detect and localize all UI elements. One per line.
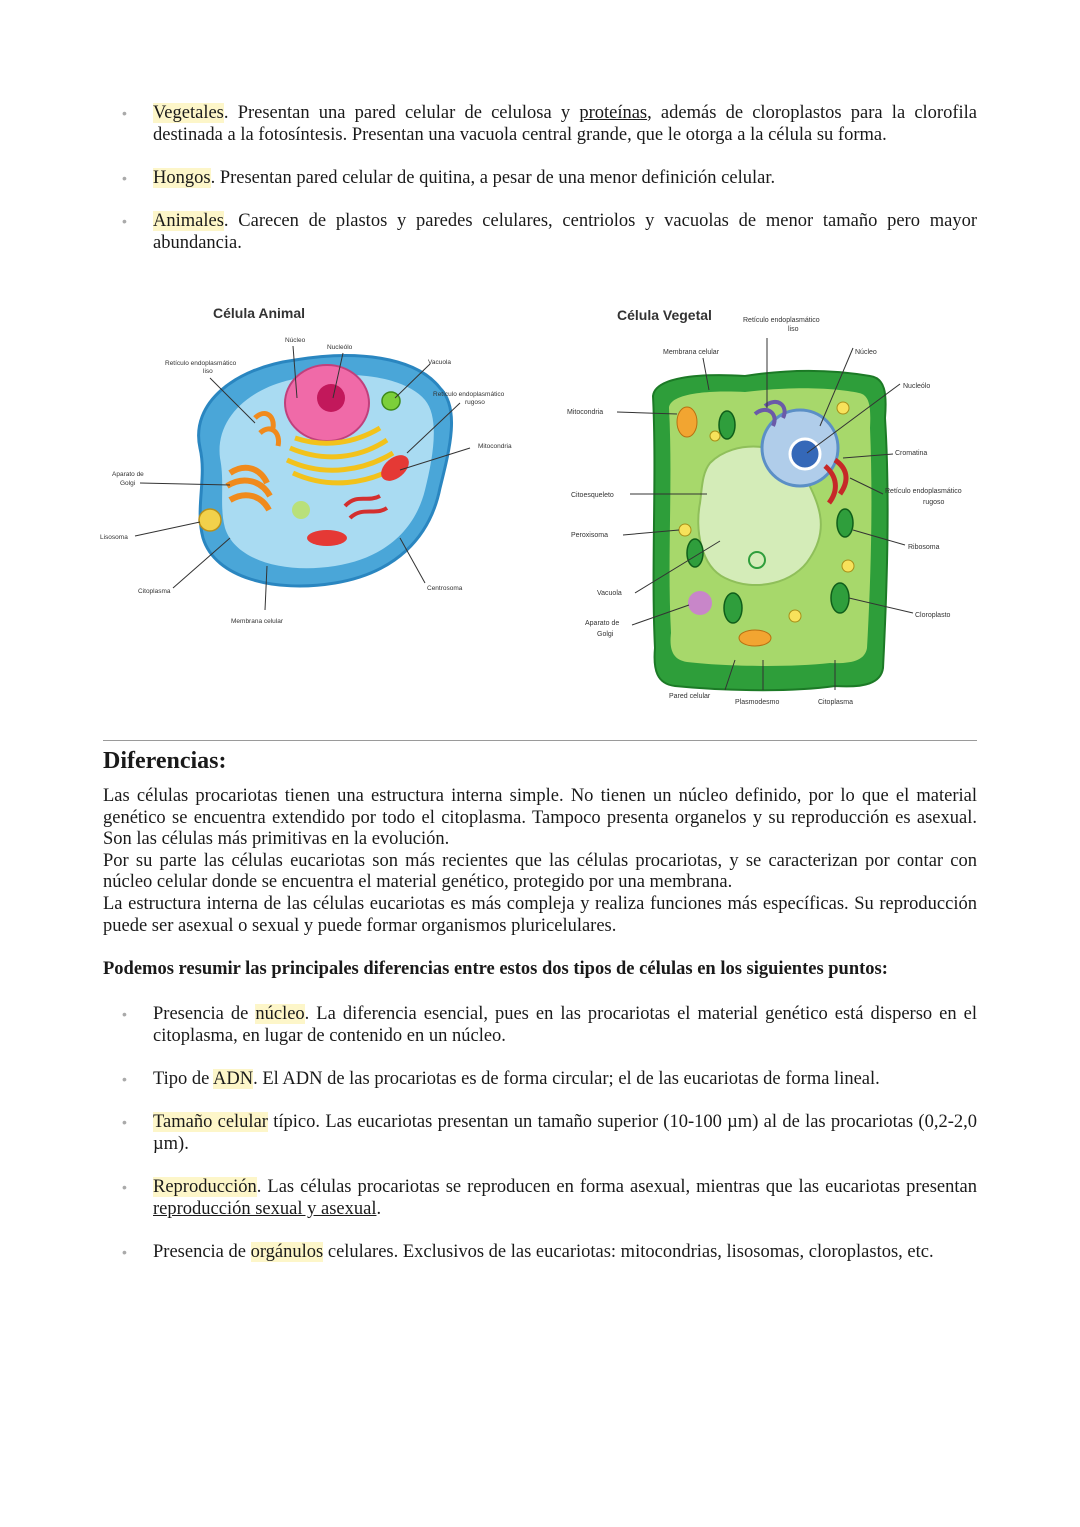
highlighted-term: Hongos — [153, 168, 211, 188]
item-text: . El ADN de las procariotas es de forma circular; el de las eucariotas de forma lineal. — [253, 1069, 880, 1089]
animal-mitochondria-shape-2 — [307, 530, 347, 546]
item-text: celulares. Exclusivos de las eucariotas: mitocondrias, lisosomas, cloroplastos, etc. — [323, 1242, 934, 1262]
item-text: , además de cloroplastos para la clorofila destinada a la fotosíntesis. Presentan una vacuola central grande, que le otorga a la célula su forma. — [153, 103, 977, 145]
label-citoplasma: Citoplasma — [138, 588, 171, 595]
summary-heading: Podemos resumir las principales diferencias entre estos dos tipos de células en los siguientes puntos: — [103, 959, 888, 979]
label-ret-rugoso-2: rugoso — [465, 399, 485, 406]
underlined-text: reproducción sexual y asexual — [153, 1199, 377, 1219]
label-vacuola: Vacuola — [428, 359, 452, 366]
highlighted-term: Animales — [153, 211, 224, 231]
list-item — [0, 102, 1080, 146]
animal-cell-diagram — [100, 305, 512, 625]
chloroplast-shape — [724, 593, 742, 623]
animal-lysosome-shape — [199, 509, 221, 531]
label-cloroplasto: Cloroplasto — [915, 612, 951, 619]
label-citoplasma: Citoplasma — [818, 699, 854, 706]
animal-nucleolus-shape — [317, 384, 345, 412]
bullet-icon: • — [122, 1006, 127, 1022]
item-text: . — [376, 1199, 382, 1219]
item-text: . Presentan una pared celular de celulosa y — [223, 103, 580, 123]
label-centrosoma: Centrosoma — [427, 585, 463, 592]
peroxisome-shape — [837, 402, 849, 414]
paragraph: La estructura interna de las células eucariotas es más compleja y realiza funciones más específicas. Su reproducción puede ser asexual o sexual y puede formar organismos pluricelulares. — [103, 893, 977, 936]
label-peroxisoma: Peroxisoma — [571, 532, 608, 539]
list-item — [0, 1176, 1080, 1220]
plant-golgi-shape — [688, 591, 712, 615]
label-pared: Pared celular — [669, 693, 711, 700]
label-ret-liso-1: Retículo endoplasmático — [165, 360, 237, 367]
item-text: Presencia de — [153, 1242, 251, 1262]
highlighted-term: Reproducción — [153, 1177, 257, 1197]
label-membrana: Membrana celular — [663, 349, 720, 356]
section-divider — [103, 740, 977, 741]
peroxisome-shape — [789, 610, 801, 622]
plant-cell-diagram — [567, 307, 962, 706]
peroxisome-shape — [842, 560, 854, 572]
plant-nucleolus-shape — [790, 439, 820, 469]
list-item — [0, 1241, 1080, 1263]
differences-paragraphs — [103, 786, 977, 937]
bullet-icon: • — [122, 1071, 127, 1087]
label-membrana: Membrana celular — [231, 618, 284, 625]
label-cromatina: Cromatina — [895, 450, 928, 457]
item-text: Tipo de — [153, 1069, 213, 1089]
bullet-icon: • — [122, 213, 127, 229]
label-nucleo: Núcleo — [855, 349, 877, 356]
animal-vacuole-shape — [382, 392, 400, 410]
chloroplast-shape — [837, 509, 853, 537]
item-text: . Presentan pared celular de quitina, a pesar de una menor definición celular. — [210, 168, 776, 188]
bullet-icon: • — [122, 1114, 127, 1130]
list-item — [0, 1068, 1080, 1090]
label-nucleo: Núcleo — [285, 337, 306, 344]
highlighted-term: Tamaño celular — [153, 1112, 268, 1132]
label-ret-liso-1: Retículo endoplasmático — [743, 317, 820, 324]
section-heading: Diferencias: — [103, 748, 227, 774]
plant-small-organelle — [749, 552, 765, 568]
label-golgi-2: Golgi — [597, 631, 614, 638]
list-item — [0, 1003, 1080, 1047]
plant-mitochondria-shape — [677, 407, 697, 437]
label-ret-rugoso-1: Retículo endoplasmático — [885, 488, 962, 495]
chloroplast-shape — [831, 583, 849, 613]
label-ret-liso-2: liso — [788, 326, 799, 333]
label-golgi-2: Golgi — [120, 480, 136, 487]
list-item — [0, 1111, 1080, 1155]
highlighted-term: Vegetales — [153, 103, 224, 123]
list-item — [0, 167, 1080, 189]
label-plasmodesmo: Plasmodesmo — [735, 699, 780, 706]
highlighted-term: núcleo — [255, 1004, 305, 1024]
label-ribosoma: Ribosoma — [908, 544, 940, 551]
bullet-icon: • — [122, 105, 127, 121]
animal-vesicle-shape — [292, 501, 310, 519]
animal-cell-title: Célula Animal — [213, 305, 306, 321]
highlighted-term: orgánulos — [250, 1242, 324, 1262]
label-mitocondria: Mitocondria — [567, 409, 604, 416]
list-item — [0, 210, 1080, 254]
label-vacuola: Vacuola — [597, 590, 622, 597]
cell-types-list — [0, 102, 1080, 275]
label-nucleolo: Nucleólo — [327, 344, 353, 351]
bullet-icon: • — [122, 1179, 127, 1195]
cell-diagrams — [95, 298, 995, 718]
label-lisosoma: Lisosoma — [100, 534, 128, 541]
underlined-text: proteínas — [579, 103, 648, 123]
peroxisome-shape — [679, 524, 691, 536]
label-ret-rugoso-2: rugoso — [923, 499, 945, 506]
label-golgi-1: Aparato de — [585, 620, 620, 627]
item-text: . La diferencia esencial, pues en las procariotas el material genético está disperso en el citoplasma, en lugar de contenido en un núcleo. — [153, 1004, 977, 1046]
highlighted-term: ADN — [212, 1069, 254, 1089]
bullet-icon: • — [122, 170, 127, 186]
paragraph: Las células procariotas tienen una estructura interna simple. No tienen un núcleo definido, por lo que el material genético se encuentra extendido por todo el citoplasma. Tampoco presenta organelos y su reproducción es asexual. Son las células más primitivas en la evolución. — [103, 786, 977, 850]
differences-list — [0, 1003, 1080, 1284]
plant-cell-title: Célula Vegetal — [617, 307, 712, 323]
cell-diagrams-svg — [95, 298, 995, 718]
label-golgi-1: Aparato de — [112, 471, 144, 478]
peroxisome-shape — [710, 431, 720, 441]
label-citoesqueleto: Citoesqueleto — [571, 492, 614, 499]
label-nucleolo: Nucleólo — [903, 383, 931, 390]
label-ret-liso-2: liso — [203, 368, 213, 375]
item-text: típico. Las eucariotas presentan un tamaño superior (10-100 µm) al de las procariotas (0,2-2,0 µm). — [153, 1112, 977, 1154]
label-ret-rugoso-1: Retículo endoplasmático — [433, 391, 505, 398]
label-mitocondria: Mitocondria — [478, 443, 512, 450]
item-text: Presencia de — [153, 1004, 256, 1024]
item-text: . Carecen de plastos y paredes celulares, centriolos y vacuolas de menor tamaño pero mayor abundancia. — [153, 211, 977, 253]
paragraph: Por su parte las células eucariotas son más recientes que las células procariotas, y se caracterizan por contar con núcleo celular donde se encuentra el material genético, protegido por una membrana. — [103, 850, 977, 893]
plant-mitochondria-shape-2 — [739, 630, 771, 646]
item-text: . Las células procariotas se reproducen en forma asexual, mientras que las eucariotas presentan — [256, 1177, 977, 1197]
chloroplast-shape — [719, 411, 735, 439]
bullet-icon: • — [122, 1244, 127, 1260]
